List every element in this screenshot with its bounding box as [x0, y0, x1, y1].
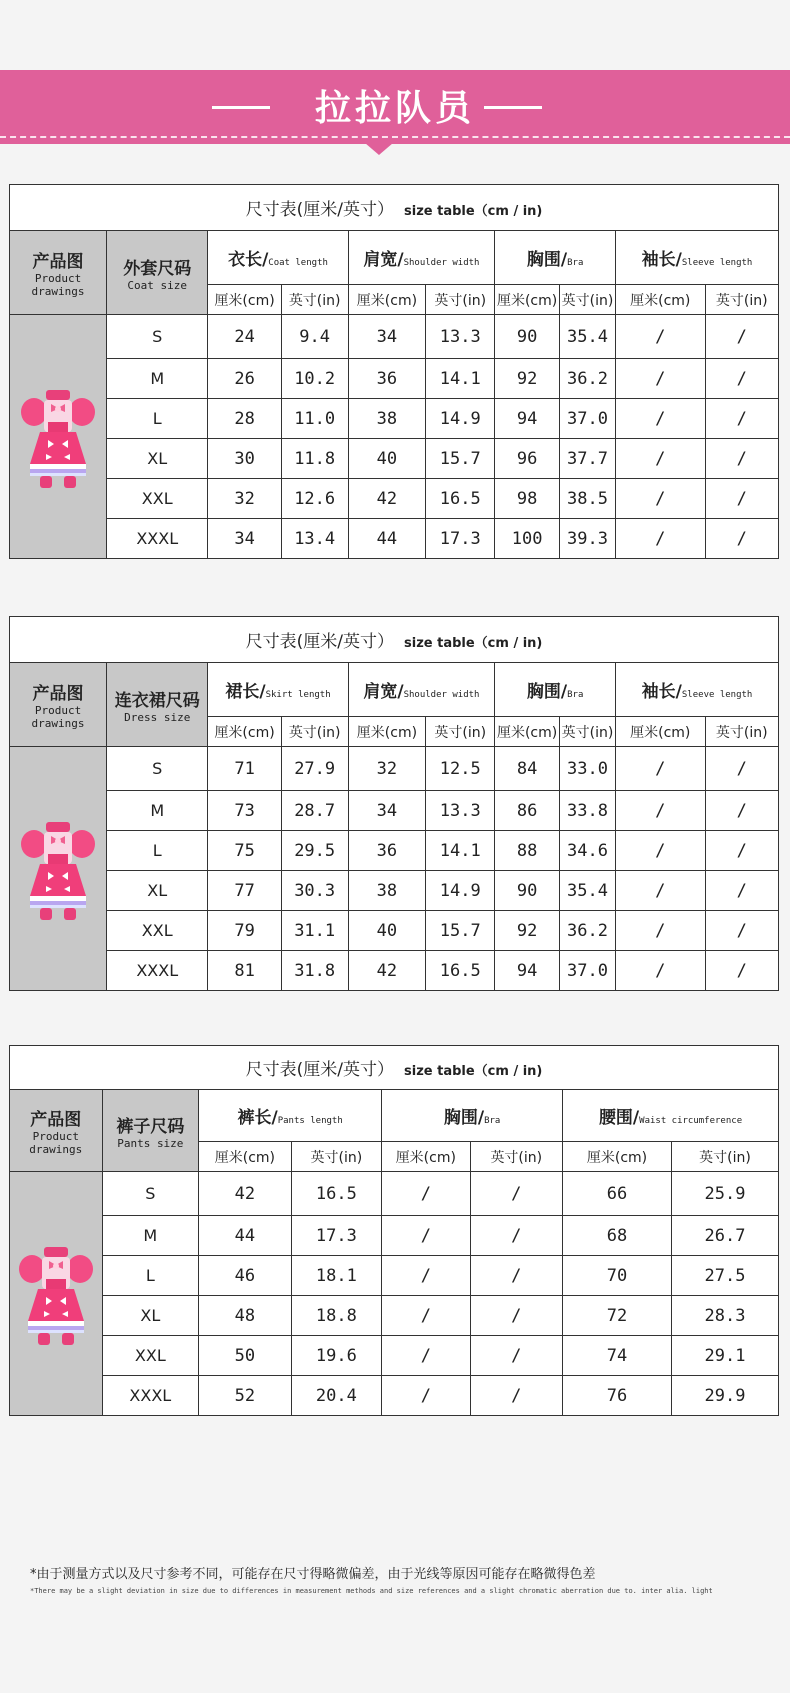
dress-size-header: 连衣裙尺码 Dress size [107, 663, 208, 747]
size-value: 14.1 [426, 831, 495, 871]
size-value: 12.5 [426, 747, 495, 791]
size-value: 29.5 [281, 831, 348, 871]
size-value: / [616, 315, 706, 359]
size-value: / [382, 1296, 470, 1336]
size-value: 73 [208, 791, 281, 831]
table-caption: 尺寸表(厘米/英寸） size table（cm / in) [10, 1046, 779, 1090]
size-value: 84 [495, 747, 560, 791]
size-label: XXXL [107, 951, 208, 991]
size-label: S [107, 315, 208, 359]
size-value: / [616, 519, 706, 559]
measure-header-sleeve-length: 袖长/Sleeve length [616, 663, 779, 717]
size-value: 11.0 [281, 399, 348, 439]
banner-line-right [484, 106, 542, 109]
unit-inch-header: 英寸(in) [559, 717, 615, 747]
disclaimer-zh: *由于测量方式以及尺寸参考不同，可能存在尺寸得略微偏差，由于光线等原因可能存在略微得色差 [30, 1567, 596, 1582]
title-banner [0, 70, 790, 144]
product-drawings-header: 产品图 Product drawings [10, 231, 107, 315]
size-value: / [616, 951, 706, 991]
unit-inch-header: 英寸(in) [672, 1142, 779, 1172]
table-row [10, 1256, 779, 1296]
size-value: 35.4 [559, 871, 615, 911]
size-value: / [470, 1216, 563, 1256]
pants-size-header: 裤子尺码 Pants size [102, 1090, 199, 1172]
size-value: 71 [208, 747, 281, 791]
pants-size-table [9, 1045, 779, 1416]
size-value: 14.9 [426, 399, 495, 439]
product-image [10, 315, 107, 559]
size-value: / [616, 791, 706, 831]
table-row [10, 1336, 779, 1376]
size-value: / [705, 791, 778, 831]
size-value: 30.3 [281, 871, 348, 911]
size-value: 38 [348, 399, 426, 439]
size-value: 29.1 [672, 1336, 779, 1376]
size-value: 75 [208, 831, 281, 871]
size-value: / [705, 911, 778, 951]
measure-header-shoulder-width: 肩宽/Shoulder width [348, 231, 495, 285]
size-value: / [470, 1296, 563, 1336]
size-value: 100 [495, 519, 560, 559]
unit-inch-header: 英寸(in) [291, 1142, 381, 1172]
size-value: 37.7 [559, 439, 615, 479]
size-value: 9.4 [281, 315, 348, 359]
size-value: 36 [348, 359, 426, 399]
size-label: L [107, 831, 208, 871]
measure-header-coat-length: 衣长/Coat length [208, 231, 348, 285]
size-value: 27.5 [672, 1256, 779, 1296]
size-value: 35.4 [559, 315, 615, 359]
size-value: 15.7 [426, 439, 495, 479]
unit-cm-header: 厘米(cm) [616, 717, 706, 747]
size-value: 37.0 [559, 399, 615, 439]
size-value: 34 [208, 519, 281, 559]
size-value: / [705, 951, 778, 991]
size-value: / [382, 1256, 470, 1296]
size-label: S [102, 1172, 199, 1216]
size-label: L [107, 399, 208, 439]
size-value: 36 [348, 831, 426, 871]
size-value: 86 [495, 791, 560, 831]
size-value: / [616, 871, 706, 911]
measure-header-waist: 腰围/Waist circumference [563, 1090, 779, 1142]
size-value: 94 [495, 399, 560, 439]
table-row [10, 519, 779, 559]
size-value: 27.9 [281, 747, 348, 791]
measure-header-skirt-length: 裙长/Skirt length [208, 663, 348, 717]
size-value: / [705, 747, 778, 791]
size-value: / [705, 519, 778, 559]
table-row [10, 1172, 779, 1216]
size-value: 48 [199, 1296, 292, 1336]
size-value: 44 [199, 1216, 292, 1256]
size-value: 34.6 [559, 831, 615, 871]
table-row [10, 911, 779, 951]
size-value: 32 [348, 747, 426, 791]
size-value: 44 [348, 519, 426, 559]
size-value: 33.0 [559, 747, 615, 791]
measure-header-shoulder-width: 肩宽/Shoulder width [348, 663, 495, 717]
size-value: / [470, 1336, 563, 1376]
table-row [10, 479, 779, 519]
size-value: 33.8 [559, 791, 615, 831]
size-value: / [705, 439, 778, 479]
size-value: 72 [563, 1296, 672, 1336]
size-value: 17.3 [426, 519, 495, 559]
size-value: 19.6 [291, 1336, 381, 1376]
size-label: XL [102, 1296, 199, 1336]
size-value: / [470, 1376, 563, 1416]
dress-size-table [9, 616, 779, 991]
disclaimer-en: *There may be a slight deviation in size due to differences in measurement methods and size references and a slight chromatic aberration due to. inter alia. light [30, 1587, 713, 1595]
size-value: 81 [208, 951, 281, 991]
size-value: 68 [563, 1216, 672, 1256]
size-value: 13.4 [281, 519, 348, 559]
size-value: 24 [208, 315, 281, 359]
size-value: 46 [199, 1256, 292, 1296]
size-value: / [705, 871, 778, 911]
size-value: 38 [348, 871, 426, 911]
size-value: / [705, 831, 778, 871]
measure-header-bra: 胸围/Bra [495, 231, 616, 285]
table-row [10, 831, 779, 871]
table-caption: 尺寸表(厘米/英寸） size table（cm / in) [10, 617, 779, 663]
size-value: 98 [495, 479, 560, 519]
size-label: XXL [102, 1336, 199, 1376]
measure-header-bra: 胸围/Bra [495, 663, 616, 717]
size-label: M [107, 791, 208, 831]
unit-inch-header: 英寸(in) [470, 1142, 563, 1172]
size-label: XXXL [107, 519, 208, 559]
size-value: 37.0 [559, 951, 615, 991]
size-value: 42 [348, 479, 426, 519]
unit-inch-header: 英寸(in) [426, 717, 495, 747]
unit-cm-header: 厘米(cm) [616, 285, 706, 315]
table-row [10, 359, 779, 399]
unit-cm-header: 厘米(cm) [208, 717, 281, 747]
unit-cm-header: 厘米(cm) [382, 1142, 470, 1172]
size-value: 34 [348, 791, 426, 831]
size-value: / [470, 1256, 563, 1296]
size-value: 20.4 [291, 1376, 381, 1416]
size-value: 76 [563, 1376, 672, 1416]
table-row [10, 1216, 779, 1256]
table-row [10, 439, 779, 479]
size-label: XL [107, 439, 208, 479]
table-row [10, 1376, 779, 1416]
size-value: 77 [208, 871, 281, 911]
unit-cm-header: 厘米(cm) [208, 285, 281, 315]
table-row [10, 747, 779, 791]
size-label: XXXL [102, 1376, 199, 1416]
size-value: 18.8 [291, 1296, 381, 1336]
size-value: 70 [563, 1256, 672, 1296]
size-value: 28 [208, 399, 281, 439]
size-value: / [616, 747, 706, 791]
unit-cm-header: 厘米(cm) [495, 717, 560, 747]
size-value: 11.8 [281, 439, 348, 479]
unit-inch-header: 英寸(in) [281, 285, 348, 315]
size-value: 96 [495, 439, 560, 479]
table-row [10, 791, 779, 831]
product-drawings-header: 产品图 Product drawings [10, 663, 107, 747]
size-value: 92 [495, 911, 560, 951]
product-drawings-header: 产品图 Product drawings [10, 1090, 103, 1172]
unit-inch-header: 英寸(in) [705, 285, 778, 315]
size-value: 42 [348, 951, 426, 991]
size-value: 26.7 [672, 1216, 779, 1256]
size-value: / [705, 315, 778, 359]
size-label: M [107, 359, 208, 399]
size-value: 92 [495, 359, 560, 399]
size-value: 36.2 [559, 359, 615, 399]
size-value: 42 [199, 1172, 292, 1216]
unit-cm-header: 厘米(cm) [348, 717, 426, 747]
product-image [10, 1172, 103, 1416]
banner-dashed-line [0, 136, 790, 138]
size-value: / [705, 399, 778, 439]
table-row [10, 315, 779, 359]
size-value: 26 [208, 359, 281, 399]
size-value: 13.3 [426, 315, 495, 359]
size-value: 74 [563, 1336, 672, 1376]
size-value: 40 [348, 439, 426, 479]
size-value: 16.5 [426, 479, 495, 519]
size-value: 13.3 [426, 791, 495, 831]
size-value: 25.9 [672, 1172, 779, 1216]
size-value: / [382, 1336, 470, 1376]
page-title: 拉拉队员 [314, 88, 475, 129]
size-value: 28.7 [281, 791, 348, 831]
size-value: 34 [348, 315, 426, 359]
size-value: 32 [208, 479, 281, 519]
product-image [10, 747, 107, 991]
coat-size-table [9, 184, 779, 559]
table-row [10, 1296, 779, 1336]
measure-header-pants-length: 裤长/Pants length [199, 1090, 382, 1142]
banner-notch [365, 143, 393, 155]
size-value: 36.2 [559, 911, 615, 951]
size-value: 90 [495, 315, 560, 359]
size-value: / [616, 359, 706, 399]
size-value: 16.5 [426, 951, 495, 991]
size-value: / [382, 1376, 470, 1416]
size-value: / [382, 1172, 470, 1216]
size-label: XXL [107, 479, 208, 519]
size-label: S [107, 747, 208, 791]
size-value: / [382, 1216, 470, 1256]
size-value: 28.3 [672, 1296, 779, 1336]
size-label: M [102, 1216, 199, 1256]
table-caption: 尺寸表(厘米/英寸） size table（cm / in) [10, 185, 779, 231]
size-value: / [705, 479, 778, 519]
table-row [10, 399, 779, 439]
size-value: 29.9 [672, 1376, 779, 1416]
unit-cm-header: 厘米(cm) [495, 285, 560, 315]
size-value: 50 [199, 1336, 292, 1376]
size-value: 18.1 [291, 1256, 381, 1296]
size-value: / [616, 831, 706, 871]
unit-inch-header: 英寸(in) [559, 285, 615, 315]
size-value: 17.3 [291, 1216, 381, 1256]
size-value: 38.5 [559, 479, 615, 519]
unit-inch-header: 英寸(in) [281, 717, 348, 747]
coat-size-header: 外套尺码 Coat size [107, 231, 208, 315]
size-value: 40 [348, 911, 426, 951]
size-value: / [470, 1172, 563, 1216]
size-value: 52 [199, 1376, 292, 1416]
size-value: 10.2 [281, 359, 348, 399]
measure-header-sleeve-length: 袖长/Sleeve length [616, 231, 779, 285]
unit-cm-header: 厘米(cm) [199, 1142, 292, 1172]
size-value: 31.1 [281, 911, 348, 951]
table-row [10, 871, 779, 911]
size-value: 66 [563, 1172, 672, 1216]
size-value: 16.5 [291, 1172, 381, 1216]
size-value: 94 [495, 951, 560, 991]
unit-cm-header: 厘米(cm) [348, 285, 426, 315]
size-value: 39.3 [559, 519, 615, 559]
size-value: 79 [208, 911, 281, 951]
unit-inch-header: 英寸(in) [705, 717, 778, 747]
size-value: 12.6 [281, 479, 348, 519]
measure-header-bra: 胸围/Bra [382, 1090, 563, 1142]
size-value: 14.1 [426, 359, 495, 399]
size-value: / [616, 439, 706, 479]
size-value: 30 [208, 439, 281, 479]
size-value: 15.7 [426, 911, 495, 951]
size-label: XXL [107, 911, 208, 951]
size-value: 31.8 [281, 951, 348, 991]
size-value: 88 [495, 831, 560, 871]
table-row [10, 951, 779, 991]
size-value: / [705, 359, 778, 399]
size-value: / [616, 479, 706, 519]
unit-cm-header: 厘米(cm) [563, 1142, 672, 1172]
size-value: / [616, 399, 706, 439]
size-label: XL [107, 871, 208, 911]
unit-inch-header: 英寸(in) [426, 285, 495, 315]
size-label: L [102, 1256, 199, 1296]
size-value: 90 [495, 871, 560, 911]
size-value: / [616, 911, 706, 951]
size-value: 14.9 [426, 871, 495, 911]
